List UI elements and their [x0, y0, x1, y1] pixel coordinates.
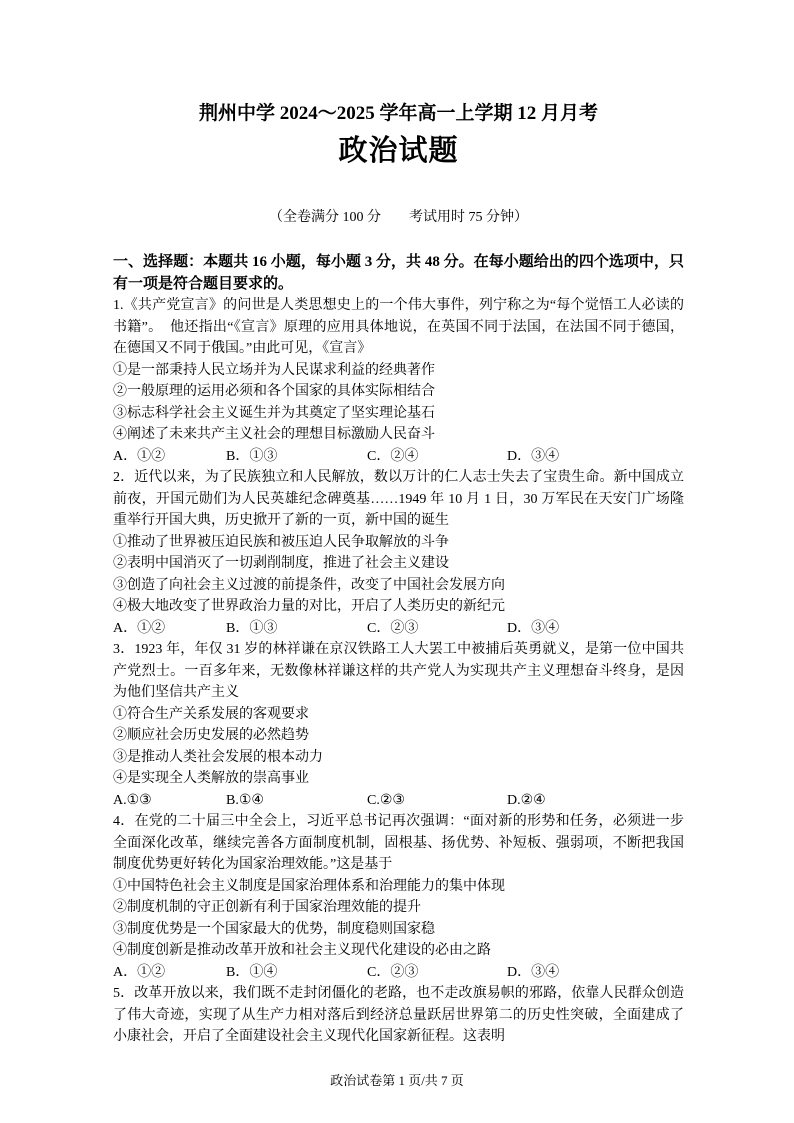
- exam-subject-title: 政治试题: [338, 135, 459, 167]
- choice-a: A．①②: [113, 620, 166, 636]
- choice-d: D.②④: [507, 792, 546, 808]
- choice-a: A．①②: [113, 964, 166, 980]
- statement: ②表明中国消灭了一切剥削制度，推进了社会主义建设: [113, 556, 449, 571]
- statement: ①是一部秉持人民立场并为人民谋求利益的经典著作: [113, 362, 435, 378]
- choice-c: C.②③: [367, 792, 405, 808]
- statement: ②制度机制的守正创新有利于国家治理效能的提升: [113, 900, 421, 915]
- question-stem: 2．近代以来，为了民族独立和人民解放，数以万计的仁人志士失去了宝贵生命。新中国成立前夜，开国元勋们为人民英雄纪念碑奠基……1949 年 10 月 1 日，30 万军民在天安门广场隆重举行开国大典，历史掀开了新的一页，新中国的诞生: [113, 470, 684, 528]
- choice-b: B.①④: [226, 792, 264, 808]
- page-footer: 政治试卷第 1 页/共 7 页: [330, 1073, 464, 1088]
- statement: ③标志科学社会主义诞生并为其奠定了坚实理论基石: [113, 405, 435, 421]
- question-stem: 4．在党的二十届三中全会上，习近平总书记再次强调：“面对新的形势和任务，必须进一步全面深化改革，继续完善各方面制度机制，固根基、扬优势、补短板、强弱项，不断把我国制度优势更好转化为国家治理效能。”这是基于: [113, 814, 684, 872]
- statement: ④极大地改变了世界政治力量的对比，开启了人类历史的新纪元: [113, 599, 505, 614]
- choices-row: [113, 446, 684, 468]
- question-stem: 5．改革开放以来，我们既不走封闭僵化的老路，也不走改旗易帜的邪路，依靠人民群众创造了伟大奇迹，实现了从生产力相对落后到经济总量跃居世界第二的历史性突破，全面建成了小康社会，开启了全面建设社会主义现代化国家新征程。这表明: [113, 986, 684, 1044]
- statement: ③是推动人类社会发展的根本动力: [113, 749, 323, 765]
- statement: ③创造了向社会主义过渡的前提条件，改变了中国社会发展方向: [113, 577, 505, 593]
- question-block-1: [113, 295, 684, 467]
- choice-c: C．②③: [367, 964, 419, 980]
- choice-d: D．③④: [507, 964, 560, 980]
- question-stem: 1.《共产党宣言》的问世是人类思想史上的一个伟大事件，列宁称之为“每个觉悟工人必读的书籍”。 他还指出“《宣言》原理的应用具体地说，在英国不同于法国，在法国不同于德国，在德国又不同于俄国。”由此可见，《宣言》: [113, 298, 684, 356]
- statement: ③制度优势是一个国家最大的优势，制度稳则国家稳: [113, 921, 435, 937]
- statement: ②一般原理的运用必须和各个国家的具体实际相结合: [113, 384, 435, 399]
- statement: ①符合生产关系发展的客观要求: [113, 706, 309, 722]
- exam-info-line: （全卷满分 100 分 考试用时 75 分钟）: [269, 210, 528, 225]
- choice-a: A．①②: [113, 448, 166, 464]
- choice-a: A.①③: [113, 792, 152, 808]
- statement: ①中国特色社会主义制度是国家治理体系和治理能力的集中体现: [113, 878, 505, 894]
- choice-b: B．①④: [226, 964, 278, 980]
- choice-c: C．②④: [367, 448, 419, 464]
- choice-d: D．③④: [507, 620, 560, 636]
- statement: ④制度创新是推动改革开放和社会主义现代化建设的必由之路: [113, 943, 491, 958]
- statement: ④是实现全人类解放的崇高事业: [113, 771, 309, 786]
- statement: ①推动了世界被压迫民族和被压迫人民争取解放的斗争: [113, 534, 449, 550]
- statement: ④阐述了未来共产主义社会的理想目标激励人民奋斗: [113, 427, 435, 442]
- section-header: 一、选择题：本题共 16 小题，每小题 3 分，共 48 分。在每小题给出的四个选项中，只有一项是符合题目要求的。: [113, 254, 684, 292]
- statement: ②顺应社会历史发展的必然趋势: [113, 728, 309, 743]
- question-block-5: [113, 983, 684, 1048]
- choice-b: B．①③: [226, 620, 278, 636]
- choices-row: [113, 618, 684, 640]
- choices-row: [113, 790, 684, 812]
- choice-d: D．③④: [507, 448, 560, 464]
- question-stem: 3．1923 年，年仅 31 岁的林祥谦在京汉铁路工人大罢工中被捕后英勇就义，是第一位中国共产党烈士。一百多年来，无数像林祥谦这样的共产党人为实现共产主义理想奋斗终身，是因为他们坚信共产主义: [113, 642, 684, 700]
- question-block-2: [113, 467, 684, 639]
- choices-row: [113, 962, 684, 984]
- question-block-3: [113, 639, 684, 811]
- choice-b: B．①③: [226, 448, 278, 464]
- page-title: 荆州中学 2024～2025 学年高一上学期 12 月月考: [198, 103, 598, 124]
- choice-c: C．②③: [367, 620, 419, 636]
- question-block-4: [113, 811, 684, 983]
